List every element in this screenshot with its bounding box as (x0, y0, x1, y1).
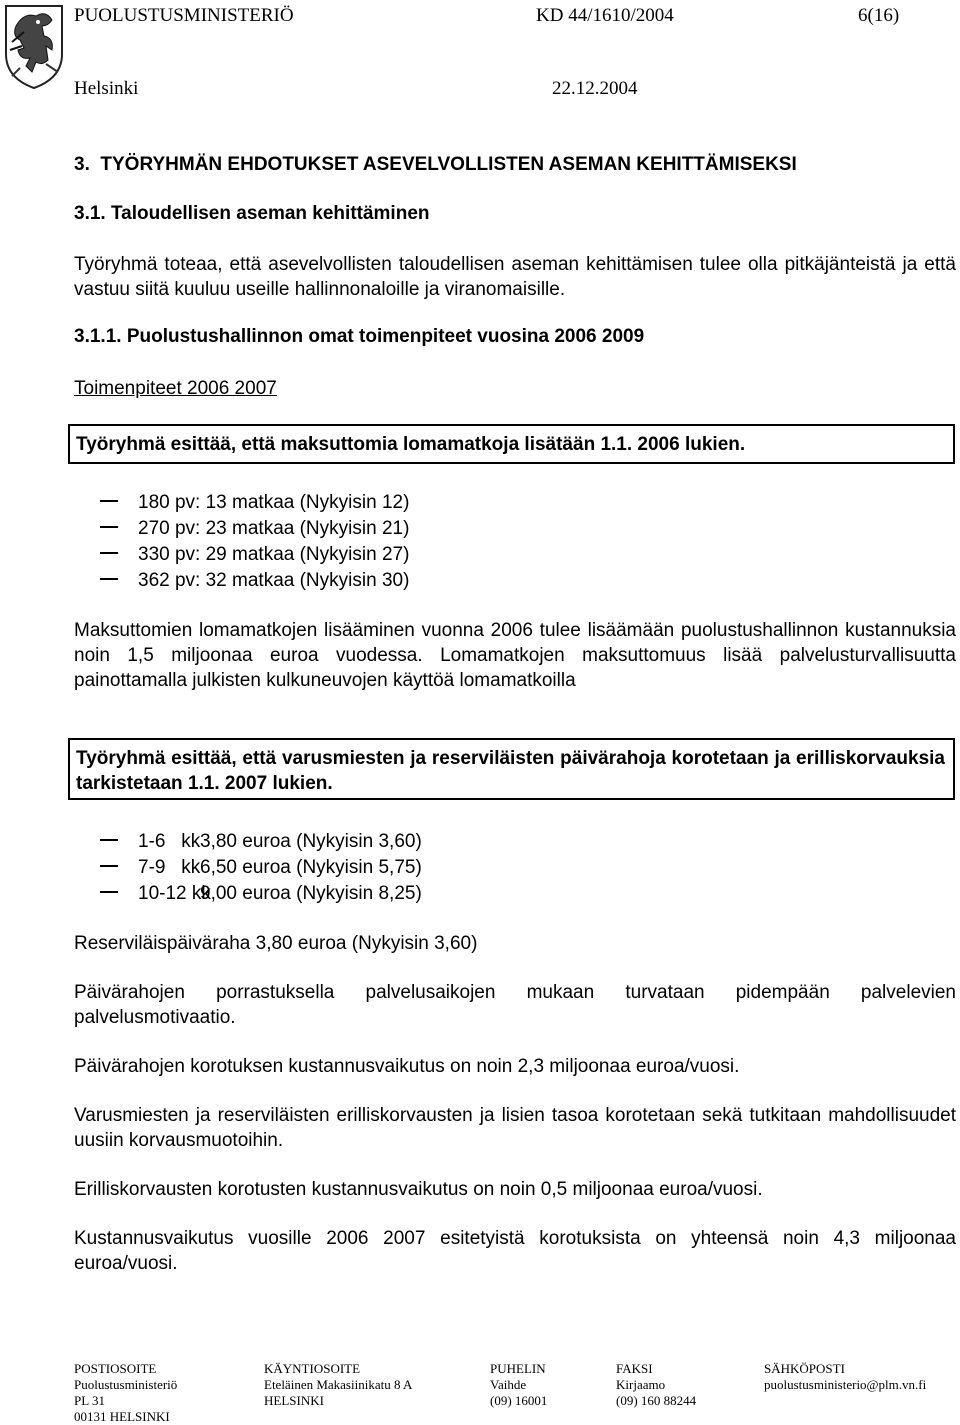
footer-fax (616, 1361, 696, 1409)
footer-postal-label: POSTIOSOITE (74, 1361, 157, 1376)
list-item-text: 330 pv: 29 matkaa (Nykyisin 27) (138, 544, 410, 565)
dash-bullet (100, 578, 118, 580)
proposal-box-allowance (68, 738, 955, 800)
footer-email-label: SÄHKÖPOSTI (764, 1361, 845, 1376)
compensation-paragraph: Varusmiesten ja reserviläisten erilliskorvausten ja lisien tasoa korotetaan sekä tutkitaan mahdollisuudet uusiin korvausmuotoihin. (74, 1105, 956, 1151)
subsection-title: 3.1. Taloudellisen aseman kehittäminen (74, 203, 430, 224)
footer-postal (74, 1361, 177, 1425)
footer-visiting-line: Eteläinen Makasiinikatu 8 A (264, 1377, 413, 1392)
footer-email-link[interactable]: puolustusministerio@plm.vn.fi (764, 1377, 927, 1392)
list-item-text: 362 pv: 32 matkaa (Nykyisin 30) (138, 570, 410, 591)
list-item-text: 270 pv: 23 matkaa (Nykyisin 21) (138, 518, 410, 539)
list-item (100, 855, 422, 880)
list-item (100, 881, 422, 906)
footer-postal-line: PL 31 (74, 1393, 105, 1408)
footer-email (764, 1361, 926, 1393)
footer-phone (490, 1361, 547, 1409)
footer-postal-line: 00131 HELSINKI (74, 1409, 170, 1424)
allowance-range: 1-6 kk (138, 831, 201, 852)
intro-paragraph: Työryhmä toteaa, että asevelvollisten taloudellisen aseman kehittämisen tulee olla pitkäjänteistä ja että vastuu siitä kuuluu useille hallinnonaloille ja viranomaisille. (74, 254, 956, 300)
allowance-cost-paragraph: Päivärahojen korotuksen kustannusvaikutus on noin 2,3 miljoonaa euroa/vuosi. (74, 1056, 740, 1077)
allowance-range: 7-9 kk (138, 857, 201, 878)
dash-bullet (100, 891, 118, 893)
list-item (100, 568, 409, 593)
header-date: 22.12.2004 (552, 78, 638, 99)
proposal-travel-text: Työryhmä esittää, että maksuttomia lomamatkoja lisätään 1.1. 2006 lukien. (76, 434, 746, 455)
footer-phone-line: Vaihde (490, 1377, 527, 1392)
footer-phone-line: (09) 16001 (490, 1393, 548, 1408)
footer-fax-line: (09) 160 88244 (616, 1393, 697, 1408)
dash-bullet (100, 839, 118, 841)
proposal-allowance-text: Työryhmä esittää, että varusmiesten ja reserviläisten päivärahoja korotetaan ja erilliskorvauksia tarkistetaan 1.1. 2007 lukien. (76, 748, 945, 794)
reserve-allowance-paragraph: Reserviläispäiväraha 3,80 euroa (Nykyisin 3,60) (74, 933, 478, 954)
footer-fax-label: FAKSI (616, 1361, 653, 1376)
travel-cost-paragraph: Maksuttomien lomamatkojen lisääminen vuonna 2006 tulee lisäämään puolustushallinnon kustannuksia noin 1,5 miljoonaa euroa vuodessa. Lomamatkojen maksuttomuus lisää palvelusturvallisuutta painottamalla julkisten kulkuneuvojen käyttöä lomamatkoilla (74, 620, 956, 691)
dash-bullet (100, 865, 118, 867)
list-item (100, 542, 409, 567)
footer-visiting (264, 1361, 412, 1409)
header-doc-number: KD 44/1610/2004 (536, 5, 674, 26)
footer-fax-line: Kirjaamo (616, 1377, 666, 1392)
subsubsection-title: 3.1.1. Puolustushallinnon omat toimenpiteet vuosina 2006 2009 (74, 326, 645, 347)
list-item (100, 490, 409, 515)
allowance-amount: 6,50 euroa (Nykyisin 5,75) (200, 857, 422, 878)
dash-bullet (100, 552, 118, 554)
allowance-amount: 9,00 euroa (Nykyisin 8,25) (200, 883, 422, 904)
motivation-paragraph: Päivärahojen porrastuksella palvelusaikojen mukaan turvataan pidempään palvelevien palvelusmotivaatio. (74, 982, 956, 1028)
header-org: PUOLUSTUSMINISTERIÖ (74, 5, 294, 26)
proposal-box-travel (68, 424, 955, 464)
allowance-amount: 3,80 euroa (Nykyisin 3,60) (200, 831, 422, 852)
footer-visiting-line: HELSINKI (264, 1393, 324, 1408)
coat-of-arms-logo (2, 2, 66, 90)
measures-heading: Toimenpiteet 2006 2007 (74, 378, 277, 399)
header-page-number: 6(16) (858, 5, 900, 26)
list-item (100, 516, 409, 541)
allowance-range: 10-12 kk (138, 883, 211, 904)
footer-postal-line: Puolustusministeriö (74, 1377, 178, 1392)
compensation-cost-paragraph: Erilliskorvausten korotusten kustannusvaikutus on noin 0,5 miljoonaa euroa/vuosi. (74, 1179, 763, 1200)
list-item-text: 180 pv: 13 matkaa (Nykyisin 12) (138, 492, 410, 513)
footer-visiting-label: KÄYNTIOSOITE (264, 1361, 361, 1376)
dash-bullet (100, 526, 118, 528)
total-cost-paragraph: Kustannusvaikutus vuosille 2006 2007 esitetyistä korotuksista on yhteensä noin 4,3 miljoonaa euroa/vuosi. (74, 1228, 956, 1274)
header-city: Helsinki (74, 78, 139, 99)
section-title: 3. TYÖRYHMÄN EHDOTUKSET ASEVELVOLLISTEN ASEMAN KEHITTÄMISEKSI (74, 154, 797, 175)
footer-phone-label: PUHELIN (490, 1361, 546, 1376)
dash-bullet (100, 500, 118, 502)
list-item (100, 829, 422, 854)
